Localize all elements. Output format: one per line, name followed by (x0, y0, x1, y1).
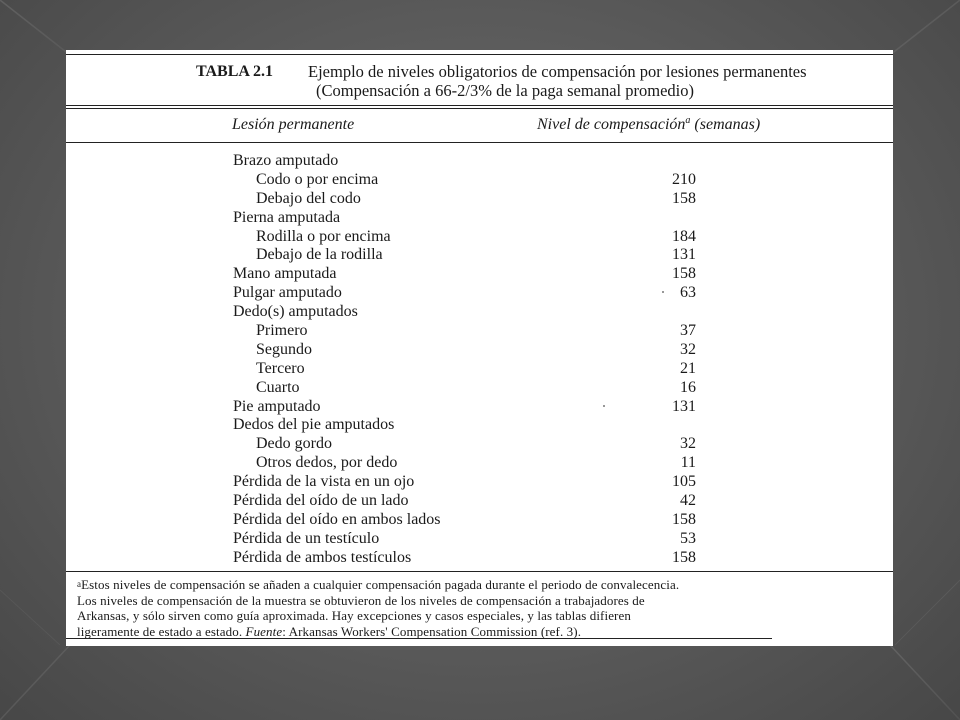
compensation-weeks: 32 (680, 435, 696, 453)
injury-label: Pérdida del oído de un lado (233, 492, 409, 510)
compensation-weeks: 210 (672, 170, 696, 188)
table-row (66, 321, 893, 340)
compensation-weeks: 184 (672, 227, 696, 245)
table-row (66, 302, 893, 321)
compensation-weeks: 105 (672, 473, 696, 491)
table-row (66, 151, 893, 170)
table-title-line2: (Compensación a 66-2/3% de la paga semanal promedio) (316, 81, 695, 100)
injury-label: Pierna amputada (233, 208, 341, 226)
table-row (66, 397, 893, 416)
compensation-weeks: 158 (672, 510, 696, 528)
column-header-level-text: Nivel de compensación (537, 116, 686, 133)
footnote-bottom-rule (66, 638, 772, 639)
injury-label: Codo o por encima (256, 170, 379, 188)
table-title-line1: Ejemplo de niveles obligatorios de compensación por lesiones permanentes (308, 62, 807, 81)
compensation-weeks: 158 (672, 189, 696, 207)
compensation-weeks: 158 (672, 548, 696, 566)
table-row (66, 208, 893, 227)
injury-label: Rodilla o por encima (256, 227, 391, 245)
scanned-table-page (66, 50, 893, 646)
table-row (66, 491, 893, 510)
footnote-line-4: ligeramente de estado a estado. Fuente: Arkansas Workers' Compensation Commission (ref. 3). (77, 623, 582, 639)
table-row (66, 548, 893, 567)
footnote-source-label: Fuente (245, 623, 283, 639)
table-row (66, 283, 893, 302)
scan-speck (662, 291, 664, 293)
injury-label: Debajo de la rodilla (256, 246, 383, 264)
injury-label: Dedos del pie amputados (233, 416, 395, 434)
table-row (66, 453, 893, 472)
footnote-line-2: Los niveles de compensación de la muestra se obtuvieron de los niveles de compensación a trabajadores de (77, 592, 645, 608)
table-row (66, 245, 893, 264)
table-row (66, 340, 893, 359)
injury-label: Segundo (256, 340, 312, 358)
compensation-weeks: 131 (672, 397, 696, 415)
column-header-footnote-mark: a (685, 115, 691, 126)
table-row (66, 359, 893, 378)
top-rule (66, 54, 893, 55)
injury-label: Otros dedos, por dedo (256, 454, 398, 472)
header-top-rule-double (66, 108, 893, 109)
compensation-weeks: 131 (672, 246, 696, 264)
table-row (66, 170, 893, 189)
header-top-rule (66, 105, 893, 106)
compensation-weeks: 21 (680, 359, 696, 377)
table-row (66, 529, 893, 548)
injury-label: Pérdida de la vista en un ojo (233, 473, 415, 491)
body-bottom-rule (66, 571, 893, 572)
header-bottom-rule (66, 142, 893, 143)
table-row (66, 378, 893, 397)
column-header-injury: Lesión permanente (232, 116, 355, 133)
scan-speck (603, 405, 605, 407)
injury-label: Mano amputada (233, 265, 337, 283)
compensation-weeks: 53 (680, 529, 696, 547)
injury-label: Dedo(s) amputados (233, 303, 358, 321)
injury-label: Dedo gordo (256, 435, 332, 453)
compensation-weeks: 158 (672, 265, 696, 283)
compensation-weeks: 42 (680, 492, 696, 510)
injury-label: Pérdida de ambos testículos (233, 548, 412, 566)
table-row (66, 264, 893, 283)
injury-label: Debajo del codo (256, 189, 361, 207)
injury-label: Pie amputado (233, 397, 321, 415)
table-row (66, 227, 893, 246)
column-header-level-unit: (semanas) (694, 116, 761, 133)
compensation-weeks: 16 (680, 378, 696, 396)
injury-label: Tercero (256, 359, 305, 377)
table-row (66, 415, 893, 434)
table-row (66, 472, 893, 491)
table-row (66, 510, 893, 529)
column-header-level (537, 116, 760, 134)
table-row (66, 189, 893, 208)
injury-label: Pulgar amputado (233, 284, 342, 302)
table-row (66, 434, 893, 453)
compensation-weeks: 32 (680, 340, 696, 358)
table-body (66, 151, 893, 567)
compensation-weeks: 37 (680, 322, 696, 340)
injury-label: Pérdida del oído en ambos lados (233, 510, 441, 528)
compensation-weeks: 11 (680, 454, 696, 472)
footnote-mark: a (77, 579, 82, 589)
table-footnote (77, 577, 877, 639)
footnote-line-3: Arkansas, y sólo sirven como guía aproximada. Hay excepciones y casos especiales, y las tablas difieren (77, 608, 631, 623)
table-label: TABLA 2.1 (196, 63, 274, 80)
footnote-line-1: $^a$Estos niveles de compensación se añaden a cualquier compensación pagada durante el periodo de convalecencia. (77, 577, 680, 592)
injury-label: Brazo amputado (233, 152, 339, 169)
compensation-weeks: 63 (680, 284, 696, 302)
injury-label: Cuarto (256, 378, 300, 396)
injury-label: Primero (256, 322, 308, 340)
injury-label: Pérdida de un testículo (233, 529, 380, 547)
